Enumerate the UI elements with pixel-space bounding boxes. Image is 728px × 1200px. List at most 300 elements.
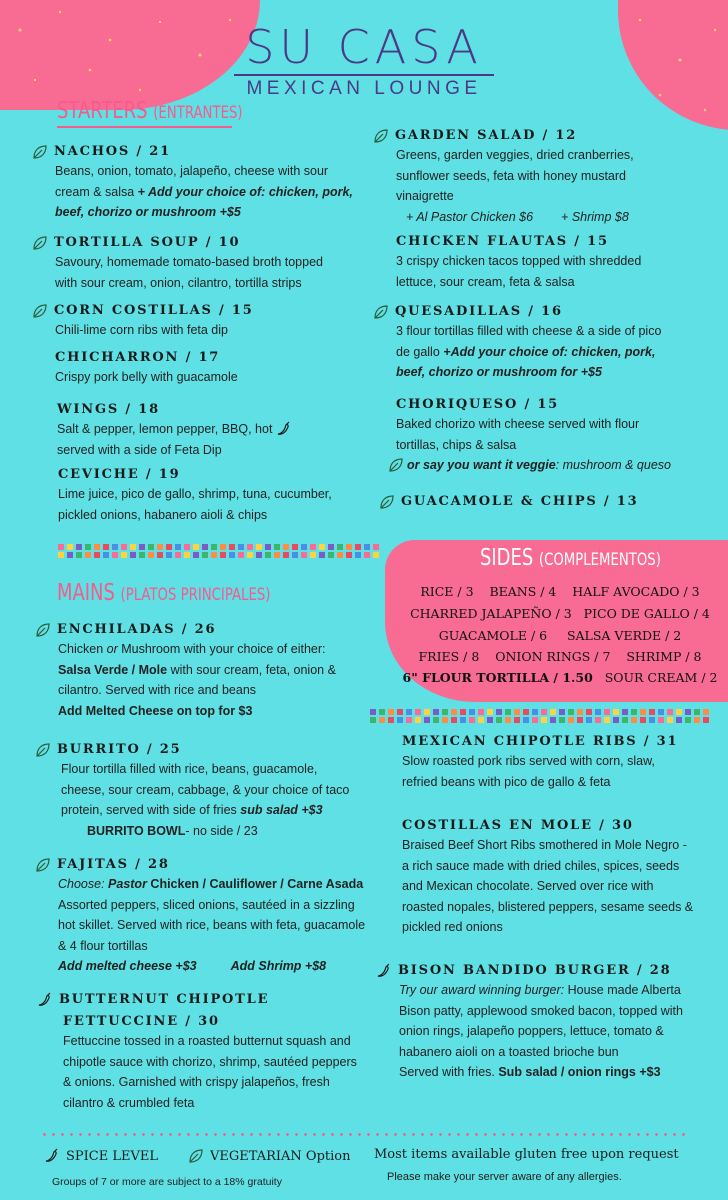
dash-segment	[487, 717, 493, 723]
dash-segment	[166, 544, 172, 550]
dash-segment	[577, 709, 583, 715]
dash-segment	[238, 544, 244, 550]
quesadillas-line: de gallo	[396, 344, 444, 359]
dash-segment	[568, 717, 574, 723]
guac-title: GUACAMOLE & CHIPS / 13	[401, 494, 639, 509]
dash-segment	[256, 552, 262, 558]
dash-segment	[397, 717, 403, 723]
dash-segment	[586, 709, 592, 715]
dash-segment	[328, 544, 334, 550]
dash-segment	[505, 709, 511, 715]
item-nachos	[32, 143, 372, 223]
side-item: FRIES / 8	[418, 649, 480, 664]
side-item: SHRIMP / 8	[626, 649, 702, 664]
dash-segment	[586, 717, 592, 723]
starters-underline	[57, 126, 232, 128]
leaf-icon	[32, 144, 48, 160]
ribs-desc	[402, 751, 722, 792]
guac-heading	[379, 493, 719, 511]
ceviche-line: pickled onions, habanero aioli & chips	[58, 507, 268, 522]
sides-row	[395, 584, 725, 599]
dash-segment	[451, 709, 457, 715]
dash-segment	[94, 544, 100, 550]
soup-title: TORTILLA SOUP / 10	[54, 235, 241, 250]
dash-segment	[139, 544, 145, 550]
nachos-addon: beef, chorizo or mushroom +$5	[55, 205, 241, 219]
dash-segment	[346, 544, 352, 550]
dash-segment	[130, 544, 136, 550]
dash-segment	[541, 709, 547, 715]
dash-segment	[649, 717, 655, 723]
side-item: HALF AVOCADO / 3	[572, 584, 700, 599]
dash-segment	[658, 717, 664, 723]
wings-desc	[57, 419, 377, 460]
burger-line: House made Alberta	[564, 983, 681, 997]
dash-segment	[76, 544, 82, 550]
item-fajitas	[35, 856, 380, 977]
dash-segment	[238, 552, 244, 558]
dash-segment	[211, 552, 217, 558]
dash-segment	[157, 552, 163, 558]
leaf-icon	[373, 304, 389, 320]
dash-segment	[85, 544, 91, 550]
salad-line: sunflower seeds, feta with honey mustard	[396, 168, 626, 183]
burrito-addon: sub salad +$3	[240, 803, 323, 817]
salad-heading	[373, 127, 723, 145]
fajitas-line: hot skillet. Served with rice, beans with feta, guacamole	[58, 918, 366, 932]
flautas-desc	[396, 251, 721, 292]
dash-segment	[415, 717, 421, 723]
dash-segment	[550, 709, 556, 715]
dash-segment	[604, 717, 610, 723]
dash-segment	[532, 717, 538, 723]
fajitas-line: Pastor	[108, 877, 147, 891]
dash-segment	[103, 544, 109, 550]
leaf-icon	[188, 1148, 204, 1164]
chili-pepper-icon	[276, 421, 292, 437]
nachos-title: NACHOS / 21	[54, 144, 172, 159]
costillas-desc	[402, 835, 722, 938]
dash-segment	[283, 544, 289, 550]
dash-segment	[184, 552, 190, 558]
nachos-line: Beans, onion, tomato, jalapeño, cheese with sour	[55, 164, 329, 178]
gluten-free-note: Most items available gluten free upon request	[374, 1147, 679, 1162]
burger-line: Try our award winning burger:	[399, 983, 565, 997]
costillas-line: roasted nopales, blistered peppers, sesame seeds &	[402, 899, 694, 914]
fettuccine-heading	[37, 991, 382, 1009]
quesadillas-heading	[373, 303, 723, 321]
dash-segment	[337, 544, 343, 550]
dash-segment	[667, 717, 673, 723]
fajitas-title: FAJITAS / 28	[57, 857, 170, 872]
soup-line: with sour cream, onion, cilantro, tortilla strips	[55, 275, 302, 290]
dash-segment	[265, 552, 271, 558]
leaf-icon	[373, 128, 389, 144]
dash-segment	[76, 552, 82, 558]
dash-segment	[121, 552, 127, 558]
dash-segment	[112, 552, 118, 558]
dash-segment	[211, 544, 217, 550]
flautas-line: 3 crispy chicken tacos topped with shredded	[396, 254, 642, 268]
chili-pepper-icon	[37, 992, 53, 1008]
burrito-line: cheese, sour cream, cabbage, & your choice of taco	[61, 782, 350, 797]
dash-segment	[442, 717, 448, 723]
burger-line: Served with fries.	[399, 1065, 499, 1079]
dash-segment	[265, 544, 271, 550]
flautas-line: lettuce, sour cream, feta & salsa	[396, 274, 575, 289]
dash-segment	[373, 552, 379, 558]
dash-segment	[220, 544, 226, 550]
side-item: 6" FLOUR TORTILLA / 1.50	[402, 670, 593, 685]
dash-segment	[649, 709, 655, 715]
color-dash-divider	[370, 709, 709, 715]
dash-segment	[112, 544, 118, 550]
dash-segment	[469, 717, 475, 723]
legend-spice	[44, 1148, 158, 1164]
dash-segment	[67, 552, 73, 558]
dash-segment	[301, 552, 307, 558]
brand-subtitle: MEXICAN LOUNGE	[246, 77, 482, 99]
item-bison-burger	[376, 962, 724, 1083]
dash-segment	[292, 552, 298, 558]
burrito-desc	[61, 759, 380, 841]
dash-segment	[640, 709, 646, 715]
burger-line: habanero aioli on a toasted brioche bun	[399, 1044, 619, 1059]
dash-segment	[202, 552, 208, 558]
sides-row	[395, 628, 725, 643]
dash-segment	[58, 552, 64, 558]
legend-vegetarian-label: VEGETARIAN Option	[210, 1148, 351, 1164]
dash-segment	[523, 709, 529, 715]
dash-segment	[433, 709, 439, 715]
enchiladas-addon: Add Melted Cheese on top for $3	[58, 703, 253, 718]
dash-segment	[496, 709, 502, 715]
costillas-title: COSTILLAS EN MOLE / 30	[402, 818, 634, 833]
item-costillas-mole	[402, 817, 722, 938]
fettuccine-line: cilantro & crumbled feta	[63, 1095, 195, 1110]
dash-segment	[193, 544, 199, 550]
dash-segment	[604, 709, 610, 715]
item-chicken-flautas	[396, 233, 721, 292]
dash-segment	[559, 717, 565, 723]
fajitas-line: Assorted peppers, sliced onions, sautéed in a sizzling	[58, 897, 355, 912]
mains-subtitle: (PLATOS PRINCIPALES)	[120, 585, 271, 605]
choriqueso-desc	[396, 414, 726, 476]
enchiladas-line: Mushroom with your choice of either:	[117, 642, 326, 656]
dash-segment	[310, 544, 316, 550]
leaf-icon	[32, 303, 48, 319]
dash-segment	[274, 552, 280, 558]
dash-segment	[301, 544, 307, 550]
dash-segment	[58, 544, 64, 550]
flautas-title: CHICKEN FLAUTAS / 15	[396, 234, 609, 249]
ribs-line: refried beans with pico de gallo & feta	[402, 774, 611, 789]
quesadillas-addon: beef, chorizo or mushroom for +$5	[396, 365, 602, 379]
choriqueso-veg-option: or say you want it veggie	[407, 458, 556, 472]
leaf-icon	[35, 857, 51, 873]
dash-segment	[631, 709, 637, 715]
chili-pepper-icon	[376, 963, 392, 979]
dash-segment	[442, 709, 448, 715]
dash-segment	[487, 709, 493, 715]
leaf-icon	[35, 622, 51, 638]
ribs-line: Slow roasted pork ribs served with corn, slaw,	[402, 754, 655, 768]
dash-segment	[328, 552, 334, 558]
dash-segment	[415, 709, 421, 715]
salad-addon: + Shrimp $8	[561, 209, 629, 224]
choriqueso-line: Baked chorizo with cheese served with flour	[396, 417, 640, 431]
dash-segment	[676, 709, 682, 715]
nachos-heading	[32, 143, 372, 161]
sides-title	[480, 545, 661, 571]
burger-line: Bison patty, applewood smoked bacon, topped with	[399, 1003, 683, 1018]
leaf-icon	[379, 494, 395, 510]
item-corn-costillas	[32, 302, 372, 341]
quesadillas-title: QUESADILLAS / 16	[395, 304, 563, 319]
dash-segment	[505, 717, 511, 723]
color-dash-divider	[58, 552, 379, 558]
soup-desc	[55, 252, 372, 293]
dash-segment	[337, 552, 343, 558]
burrito-title: BURRITO / 25	[57, 742, 182, 757]
dash-segment	[220, 552, 226, 558]
dash-segment	[523, 717, 529, 723]
fajitas-line: & 4 flour tortillas	[58, 938, 148, 953]
dash-segment	[622, 717, 628, 723]
dash-segment	[514, 717, 520, 723]
fajitas-heading	[35, 856, 380, 874]
footer-dotted-divider	[40, 1133, 690, 1136]
dash-segment	[550, 717, 556, 723]
fajitas-addon: Add Shrimp +$8	[230, 959, 327, 973]
salad-line: Greens, garden veggies, dried cranberries,	[396, 148, 634, 162]
dash-segment	[121, 544, 127, 550]
choriqueso-line: tortillas, chips & salsa	[396, 437, 517, 452]
dash-segment	[460, 717, 466, 723]
dash-segment	[256, 544, 262, 550]
dash-segment	[166, 552, 172, 558]
dash-segment	[613, 709, 619, 715]
ribs-title: MEXICAN CHIPOTLE RIBS / 31	[402, 734, 679, 749]
fettuccine-line: chipotle sauce with chorizo, shrimp, sautéed peppers	[63, 1054, 357, 1069]
dash-segment	[685, 709, 691, 715]
side-item: ONION RINGS / 7	[495, 649, 611, 664]
side-item: RICE / 3	[420, 584, 474, 599]
nachos-desc	[55, 161, 372, 223]
costillas-line: Braised Beef Short Ribs smothered in Mole Negro -	[402, 838, 687, 852]
item-enchiladas	[35, 621, 380, 721]
burger-title: BISON BANDIDO BURGER / 28	[398, 963, 672, 978]
brand-header	[0, 22, 728, 100]
chili-pepper-icon	[44, 1148, 60, 1164]
dash-segment	[514, 709, 520, 715]
dash-segment	[703, 709, 709, 715]
item-wings	[57, 401, 377, 460]
ceviche-title: CEVICHE / 19	[58, 467, 181, 482]
wings-title: WINGS / 18	[57, 402, 160, 417]
dash-segment	[595, 709, 601, 715]
legend-spice-label: SPICE LEVEL	[66, 1148, 158, 1164]
dash-segment	[640, 717, 646, 723]
fettuccine-line: Fettuccine tossed in a roasted butternut squash and	[63, 1034, 351, 1048]
choriqueso-veg-option: : mushroom & queso	[555, 458, 671, 472]
dash-segment	[685, 717, 691, 723]
dash-segment	[469, 709, 475, 715]
dash-segment	[388, 717, 394, 723]
dash-segment	[355, 544, 361, 550]
dash-segment	[694, 717, 700, 723]
burrito-line: Flour tortilla filled with rice, beans, guacamole,	[61, 762, 318, 776]
dash-segment	[364, 552, 370, 558]
color-dash-divider	[370, 717, 709, 723]
dash-segment	[247, 552, 253, 558]
dash-segment	[130, 552, 136, 558]
dash-segment	[676, 717, 682, 723]
costillas-line: pickled red onions	[402, 920, 503, 934]
soup-line: Savoury, homemade tomato-based broth topped	[55, 255, 323, 269]
item-garden-salad	[373, 127, 723, 227]
enchiladas-heading	[35, 621, 380, 639]
item-choriqueso	[396, 396, 726, 476]
salad-title: GARDEN SALAD / 12	[395, 128, 578, 143]
side-item: GUACAMOLE / 6	[438, 628, 548, 643]
item-burrito	[35, 741, 380, 841]
dash-segment	[274, 544, 280, 550]
dash-segment	[613, 717, 619, 723]
dash-segment	[283, 552, 289, 558]
dash-segment	[175, 544, 181, 550]
dash-segment	[373, 544, 379, 550]
dash-segment	[319, 544, 325, 550]
salad-addon: + Al Pastor Chicken $6	[406, 209, 534, 224]
dash-segment	[424, 709, 430, 715]
dash-segment	[193, 552, 199, 558]
dash-segment	[568, 709, 574, 715]
item-quesadillas	[373, 303, 723, 383]
quesadillas-desc	[396, 321, 723, 383]
leaf-icon	[35, 742, 51, 758]
sides-subtitle: (COMPLEMENTOS)	[538, 550, 661, 570]
ceviche-line: Lime juice, pico de gallo, shrimp, tuna, cucumber,	[58, 487, 332, 501]
wings-line: served with a side of Feta Dip	[57, 442, 222, 457]
salad-desc	[396, 145, 723, 227]
dash-segment	[694, 709, 700, 715]
fettuccine-title: FETTUCCINE / 30	[63, 1014, 220, 1029]
dash-segment	[631, 717, 637, 723]
enchiladas-line: Chicken	[58, 642, 107, 656]
ceviche-desc	[58, 484, 378, 525]
starters-subtitle: (ENTRANTES)	[153, 103, 243, 123]
enchiladas-line: cilantro. Served with rice and beans	[58, 683, 257, 697]
dash-segment	[184, 544, 190, 550]
dash-segment	[157, 544, 163, 550]
side-item: PICO DE GALLO / 4	[583, 606, 710, 621]
side-item: SOUR CREAM / 2	[604, 670, 718, 685]
dash-segment	[319, 552, 325, 558]
burger-heading	[376, 962, 724, 980]
dash-segment	[67, 544, 73, 550]
corn-desc: Chili-lime corn ribs with feta dip	[55, 323, 228, 337]
fettuccine-line: & onions. Garnished with crispy jalapeños, fresh	[63, 1075, 330, 1089]
dash-segment	[595, 717, 601, 723]
salad-line: vinaigrette	[396, 189, 454, 203]
mains-title	[57, 580, 270, 606]
enchiladas-line: or	[106, 642, 118, 656]
dash-segment	[658, 709, 664, 715]
enchiladas-line: with sour cream, feta, onion &	[167, 662, 336, 677]
dash-segment	[202, 544, 208, 550]
dash-segment	[496, 717, 502, 723]
dash-segment	[460, 709, 466, 715]
burrito-heading	[35, 741, 380, 759]
burger-addon: Sub salad / onion rings +$3	[498, 1065, 661, 1079]
costillas-line: a rich sauce made with dried chiles, spices, seeds	[402, 858, 680, 873]
fajitas-addon: Add melted cheese +$3	[58, 959, 197, 973]
sides-title-text: SIDES	[480, 545, 534, 571]
dash-segment	[103, 552, 109, 558]
side-item: BEANS / 4	[489, 584, 557, 599]
enchiladas-desc	[58, 639, 380, 721]
dash-segment	[364, 544, 370, 550]
dash-segment	[559, 709, 565, 715]
side-item: CHARRED JALAPEÑO / 3	[410, 606, 572, 621]
wings-line: Salt & pepper, lemon pepper, BBQ, hot	[57, 422, 273, 436]
corn-title: CORN COSTILLAS / 15	[54, 303, 254, 318]
dash-segment	[310, 552, 316, 558]
mains-title-text: MAINS	[57, 580, 115, 606]
dash-segment	[229, 552, 235, 558]
allergy-note: Please make your server aware of any allergies.	[387, 1171, 622, 1183]
dash-segment	[397, 709, 403, 715]
legend-vegetarian	[188, 1148, 350, 1164]
dash-segment	[541, 717, 547, 723]
fettuccine-title: BUTTERNUT CHIPOTLE	[59, 992, 270, 1007]
item-chipotle-ribs	[402, 733, 722, 792]
dash-segment	[406, 717, 412, 723]
burrito-bowl-price: - no side / 23	[185, 823, 258, 838]
dash-segment	[229, 544, 235, 550]
nachos-line: cream & salsa	[55, 184, 138, 199]
dash-segment	[94, 552, 100, 558]
chicharron-desc: Crispy pork belly with guacamole	[55, 370, 238, 384]
choriqueso-title: CHORIQUESO / 15	[396, 397, 560, 412]
gratuity-note: Groups of 7 or more are subject to a 18% gratuity	[52, 1176, 282, 1188]
dash-segment	[148, 544, 154, 550]
quesadillas-addon: +Add your choice of: chicken, pork,	[443, 344, 656, 359]
starters-title-text: STARTERS	[57, 98, 148, 124]
item-guacamole-chips	[379, 493, 719, 511]
fettuccine-desc	[63, 1031, 382, 1113]
burrito-line: protein, served with side of fries	[61, 803, 241, 817]
item-tortilla-soup	[32, 234, 372, 293]
dash-segment	[247, 544, 253, 550]
item-butternut-fettuccine	[37, 991, 382, 1113]
item-ceviche	[58, 466, 378, 525]
leaf-icon	[388, 457, 404, 473]
dash-segment	[478, 717, 484, 723]
brand-name: SU CASA	[245, 20, 483, 74]
burger-desc	[399, 980, 724, 1083]
dash-segment	[532, 709, 538, 715]
dash-segment	[85, 552, 91, 558]
dash-segment	[703, 717, 709, 723]
burger-line: onion rings, jalapeño poppers, lettuce, tomato &	[399, 1024, 664, 1038]
sides-row	[395, 649, 725, 664]
dash-segment	[577, 717, 583, 723]
dash-segment	[139, 552, 145, 558]
item-chicharron	[55, 349, 375, 388]
dash-segment	[355, 552, 361, 558]
